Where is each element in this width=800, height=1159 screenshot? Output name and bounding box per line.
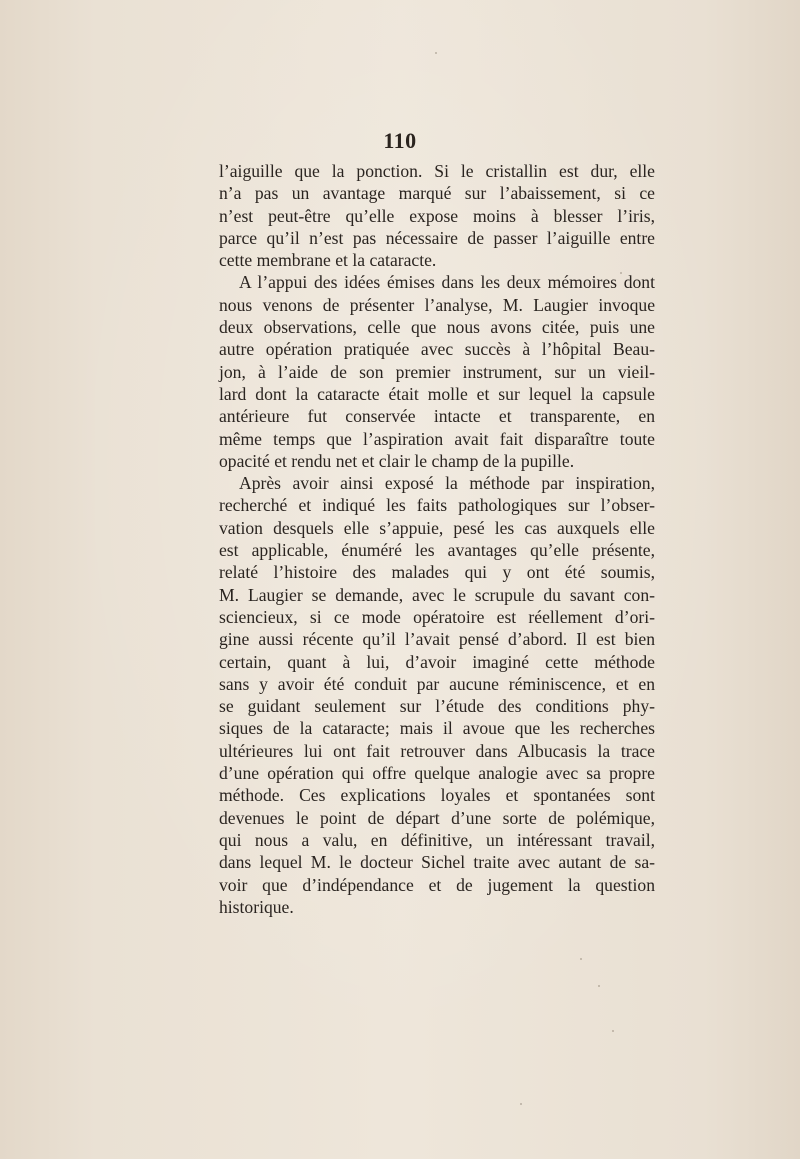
text-line: même temps que l’aspiration avait fait disparaître toute	[219, 428, 655, 449]
text-line: n’est peut-être qu’elle expose moins à blesser l’iris,	[219, 205, 655, 226]
text-line: jon, à l’aide de son premier instrument, sur un vieil-	[219, 361, 655, 382]
text-line: antérieure fut conservée intacte et transparente, en	[219, 406, 655, 427]
paper-speck	[620, 272, 622, 274]
text-line: méthode. Ces explications loyales et spontanées sont	[219, 785, 655, 806]
text-line: relaté l’histoire des malades qui y ont été soumis,	[219, 562, 655, 583]
text-line: sans y avoir été conduit par aucune réminiscence, et en	[219, 673, 655, 694]
text-line: certain, quant à lui, d’avoir imaginé cette méthode	[219, 651, 655, 672]
text-line: voir que d’indépendance et de jugement la question	[219, 874, 655, 895]
text-line: dans lequel M. le docteur Sichel traite avec autant de sa-	[219, 852, 655, 873]
text-line: l’aiguille que la ponction. Si le cristallin est dur, elle	[219, 161, 655, 181]
paragraph-start-line: Après avoir ainsi exposé la méthode par inspiration,	[239, 473, 655, 494]
text-line: vation desquels elle s’appuie, pesé les cas auxquels elle	[219, 517, 655, 538]
text-line: est applicable, énuméré les avantages qu’elle présente,	[219, 540, 655, 561]
text-line: ultérieures lui ont fait retrouver dans Albucasis la trace	[219, 740, 655, 761]
text-line: parce qu’il n’est pas nécessaire de passer l’aiguille entre	[219, 227, 655, 248]
text-line: n’a pas un avantage marqué sur l’abaissement, si ce	[219, 183, 655, 204]
text-line: gine aussi récente qu’il l’avait pensé d’abord. Il est bien	[219, 629, 655, 650]
paragraph-start-line: A l’appui des idées émises dans les deux mémoires dont	[239, 272, 655, 293]
text-line: lard dont la cataracte était molle et sur lequel la capsule	[219, 383, 655, 404]
text-line: qui nous a valu, en définitive, un intéressant travail,	[219, 829, 655, 850]
text-line: devenues le point de départ d’une sorte de polémique,	[219, 807, 655, 828]
text-line: cette membrane et la cataracte.	[219, 250, 437, 271]
text-line: se guidant seulement sur l’étude des conditions phy-	[219, 696, 655, 717]
text-line: sciencieux, si ce mode opératoire est réellement d’ori-	[219, 606, 655, 627]
text-line: siques de la cataracte; mais il avoue que les recherches	[219, 718, 655, 739]
text-line: recherché et indiqué les faits pathologiques sur l’obser-	[219, 495, 655, 516]
paper-speck	[435, 52, 437, 54]
text-line: M. Laugier se demande, avec le scrupule du savant con-	[219, 584, 655, 605]
paper-speck	[580, 958, 582, 960]
text-line: historique.	[219, 896, 294, 917]
page-number: 110	[383, 128, 417, 153]
text-line: deux observations, celle que nous avons citée, puis une	[219, 317, 655, 338]
text-line: d’une opération qui offre quelque analogie avec sa propre	[219, 763, 655, 784]
paper-speck	[520, 1103, 522, 1105]
body-text	[219, 160, 655, 918]
text-line: opacité et rendu net et clair le champ de la pupille.	[219, 450, 575, 471]
paper-speck	[612, 1030, 614, 1032]
text-line: nous venons de présenter l’analyse, M. Laugier invoque	[219, 294, 655, 315]
paper-speck	[598, 985, 600, 987]
text-line: autre opération pratiquée avec succès à l’hôpital Beau-	[219, 339, 655, 360]
